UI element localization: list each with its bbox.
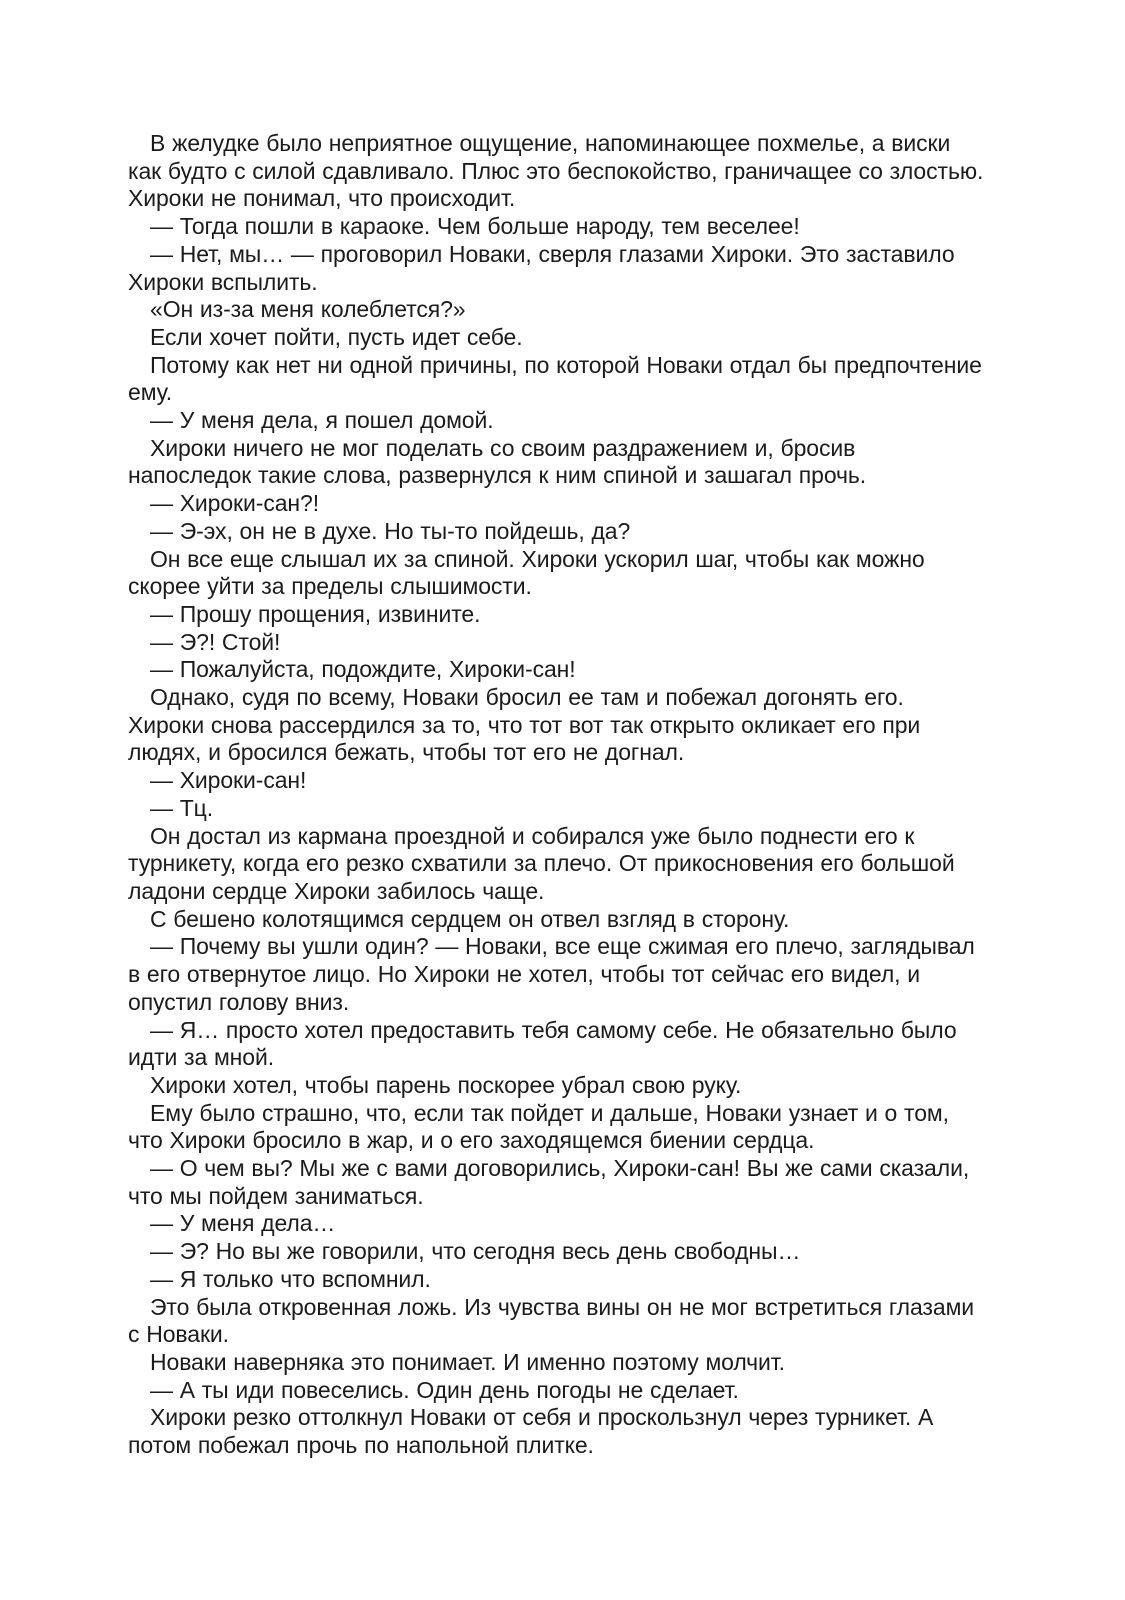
paragraph: В желудке было неприятное ощущение, напоминающее похмелье, а виски как будто с силой сдавливало. Плюс это беспокойство, граничащее со злостью. Хироки не понимал, что происходит.	[128, 130, 984, 212]
paragraph: — Хироки-сан!	[150, 767, 307, 794]
paragraph: — Прошу прощения, извините.	[150, 600, 481, 627]
paragraph: — У меня дела, я пошел домой.	[150, 407, 494, 434]
paragraph: — У меня дела…	[150, 1210, 336, 1237]
paragraph: — Тогда пошли в караоке. Чем больше народу, тем веселее!	[150, 213, 800, 240]
paragraph: — Э?! Стой!	[150, 628, 281, 655]
paragraph: «Он из-за меня колеблется?»	[150, 296, 466, 323]
paragraph: — Почему вы ушли один? — Новаки, все еще сжимая его плечо, заглядывал в его отвернутое лицо. Но Хироки не хотел, чтобы тот сейчас его видел, и опустил голову вниз.	[128, 933, 975, 1015]
paragraph: — Э? Но вы же говорили, что сегодня весь день свободны…	[150, 1238, 801, 1265]
paragraph: Хироки хотел, чтобы парень поскорее убрал свою руку.	[150, 1071, 742, 1098]
paragraph: — Нет, мы… — проговорил Новаки, сверля глазами Хироки. Это заставило Хироки вспылить.	[128, 240, 955, 295]
paragraph: — Тц.	[150, 794, 214, 821]
paragraph: — Э-эх, он не в духе. Но ты-то пойдешь, да?	[150, 517, 631, 544]
paragraph: С бешено колотящимся сердцем он отвел взгляд в сторону.	[150, 905, 790, 932]
paragraph: — Я только что вспомнил.	[150, 1265, 431, 1292]
text-column	[128, 130, 984, 1460]
paragraph: Хироки ничего не мог поделать со своим раздражением и, бросив напоследок такие слова, развернулся к ним спиной и зашагал прочь.	[128, 434, 867, 489]
paragraph: Это была откровенная ложь. Из чувства вины он не мог встретиться глазами с Новаки.	[128, 1293, 975, 1348]
paragraph: Потому как нет ни одной причины, по которой Новаки отдал бы предпочтение ему.	[128, 351, 982, 406]
paragraph: — Я… просто хотел предоставить тебя самому себе. Не обязательно было идти за мной.	[128, 1016, 957, 1071]
paragraph: Он все еще слышал их за спиной. Хироки ускорил шаг, чтобы как можно скорее уйти за пределы слышимости.	[128, 545, 925, 600]
paragraph: — О чем вы? Мы же с вами договорились, Хироки-сан! Вы же сами сказали, что мы пойдем заниматься.	[128, 1155, 970, 1209]
paragraph: — Пожалуйста, подождите, Хироки-сан!	[150, 656, 576, 683]
paragraph: — А ты иди повеселись. Один день погоды не сделает.	[150, 1376, 739, 1403]
paragraph: Если хочет пойти, пусть идет себе.	[150, 323, 523, 350]
paragraph: Ему было страшно, что, если так пойдет и дальше, Новаки узнает и о том, что Хироки бросило в жар, и о его заходящемся биении сердца.	[128, 1099, 949, 1154]
paragraph: Хироки резко оттолкнул Новаки от себя и проскользнул через турникет. А потом побежал прочь по напольной плитке.	[128, 1404, 934, 1459]
paragraph: Он достал из кармана проездной и собирался уже было поднести его к турникету, когда его резко схватили за плечо. От прикосновения его большой ладони сердце Хироки забилось чаще.	[128, 822, 955, 904]
paragraph: — Хироки-сан?!	[150, 490, 320, 517]
paragraph: Однако, судя по всему, Новаки бросил ее там и побежал догонять его. Хироки снова рассердился за то, что тот вот так открыто окликает его при людях, и бросился бежать, чтобы тот его не догнал.	[128, 684, 921, 766]
paragraph: Новаки наверняка это понимает. И именно поэтому молчит.	[150, 1348, 785, 1375]
